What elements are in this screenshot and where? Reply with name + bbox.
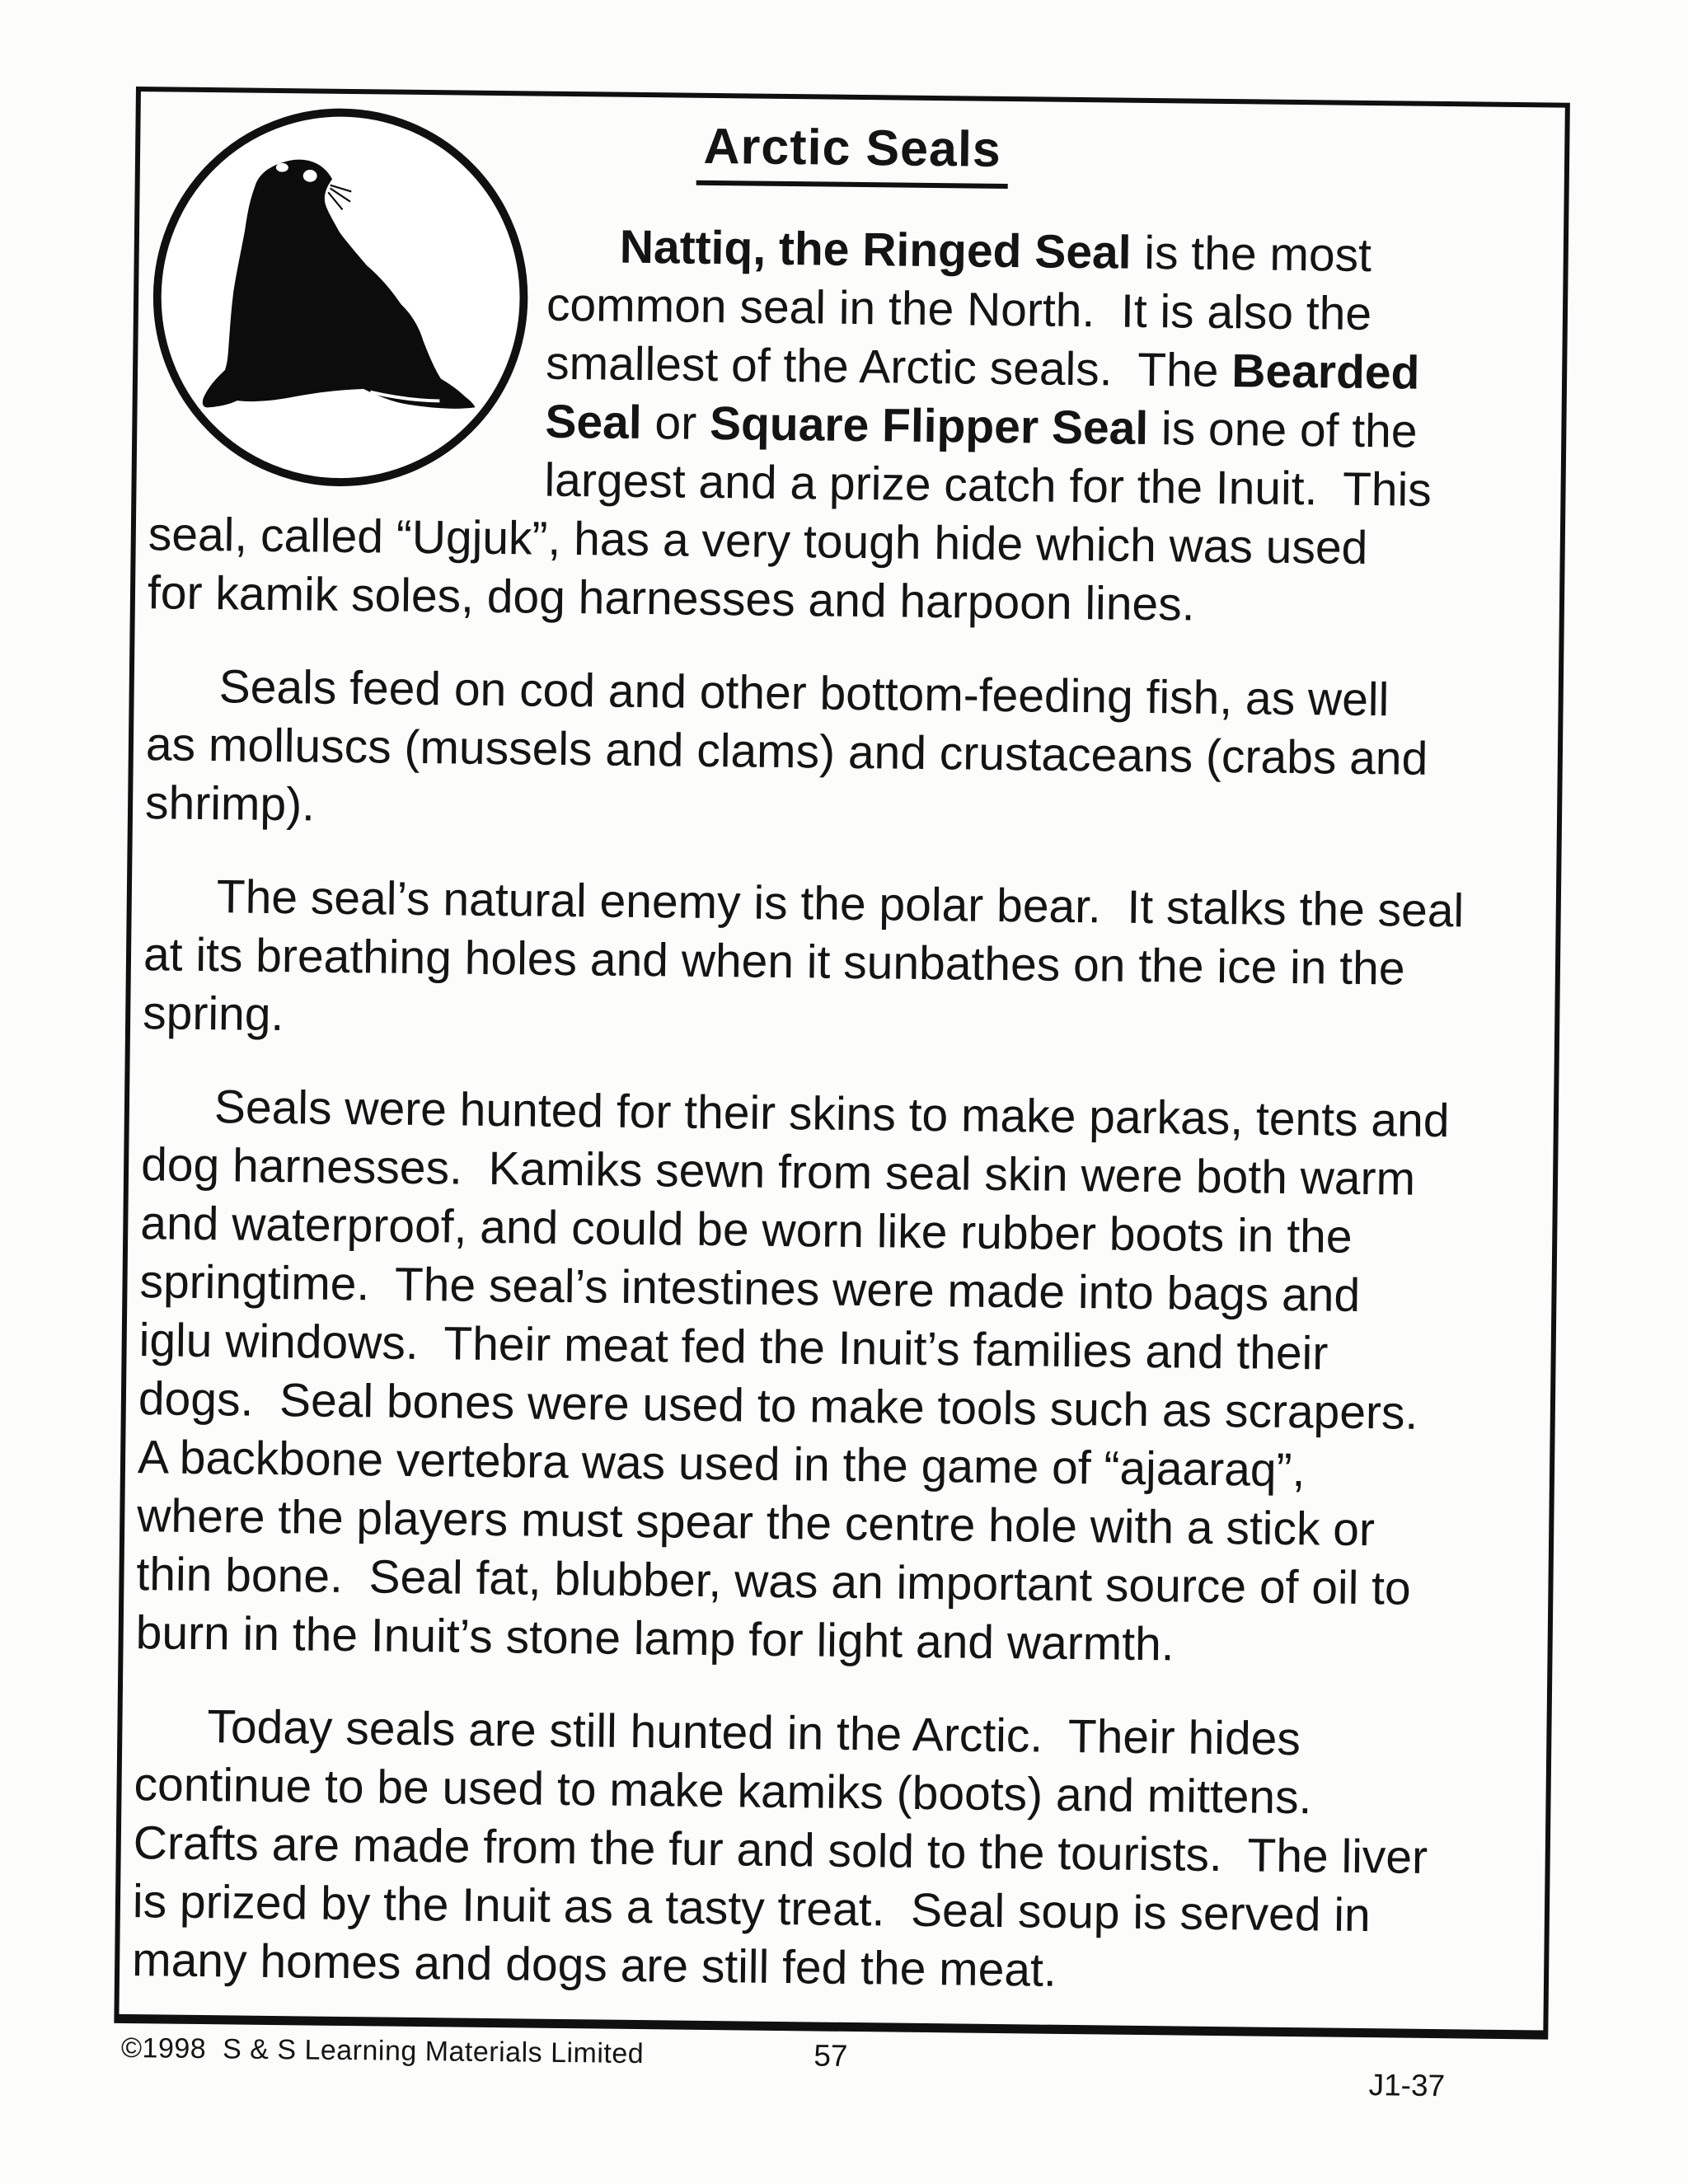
text-segment: Seal (545, 395, 643, 449)
text-segment: for kamik soles, dog harnesses and harpoon lines. (147, 566, 1195, 631)
text-segment: Today seals are still hunted in the Arctic. Their hides (207, 1700, 1301, 1766)
paragraph-1-continuation (148, 505, 1567, 639)
text-segment: is one of the (1147, 401, 1418, 458)
document-code: J1-37 (1368, 2068, 1446, 2103)
paragraph-5 (132, 1697, 1553, 2005)
text-segment: is prized by the Inuit as a tasty treat. Seal soup is served in (132, 1875, 1372, 1943)
text-segment: springtime. The seal’s intestines were made into bags and (139, 1255, 1361, 1322)
text-segment: shrimp). (144, 776, 316, 832)
text-segment: continue to be used to make kamiks (boots) and mittens. (134, 1758, 1312, 1825)
text-segment: thin bone. Seal fat, blubber, was an important source of oil to (136, 1548, 1412, 1615)
text-segment: as molluscs (mussels and clams) and crustaceans (crabs and (145, 718, 1428, 785)
page-number: 57 (814, 2038, 848, 2073)
text-segment: Nattiq, the Ringed Seal (619, 220, 1132, 279)
text-segment: dog harnesses. Kamiks sewn from seal skin were both warm (140, 1138, 1416, 1206)
text-segment: common seal in the North. It is also the (546, 278, 1372, 341)
text-segment: spring. (142, 987, 284, 1042)
text-segment: A backbone vertebra was used in the game of “ajaaraq”, (137, 1431, 1306, 1497)
text-segment: burn in the Inuit’s stone lamp for light and warmth. (135, 1606, 1175, 1671)
text-segment: Seals feed on cod and other bottom-feeding fish, as well (218, 660, 1390, 727)
paragraph-4 (135, 1077, 1559, 1678)
paragraph-3 (143, 867, 1562, 1058)
text-segment: largest and a prize catch for the Inuit. This (544, 453, 1432, 517)
text-segment: where the players must spear the centre hole with a stick or (136, 1489, 1376, 1557)
text-segment: smallest of the Arctic seals. The (545, 336, 1232, 398)
text-segment: iglu windows. Their meat fed the Inuit’s families and their (138, 1314, 1329, 1380)
text-segment: many homes and dogs are still fed the meat. (131, 1933, 1057, 1997)
text-segment: at its breathing holes and when it sunbathes on the ice in the (143, 928, 1405, 996)
text-segment: Seals were hunted for their skins to make parkas, tents and (213, 1080, 1450, 1148)
text-segment: Square Flipper Seal (709, 396, 1149, 455)
paragraph-1-beside-figure (544, 218, 1569, 522)
text-segment: is the most (1131, 226, 1372, 283)
text-segment: The seal’s natural enemy is the polar bear. It stalks the seal (216, 870, 1465, 938)
text-segment: seal, called “Ugjuk”, has a very tough hide which was used (148, 508, 1368, 574)
seal-circle-illustration (145, 101, 535, 494)
text-segment: dogs. Seal bones were used to make tools such as scrapers. (138, 1372, 1418, 1440)
page-title: Arctic Seals (696, 117, 1008, 189)
text-segment: and waterproof, and could be worn like rubber boots in the (139, 1197, 1353, 1263)
text-segment: or (641, 396, 710, 450)
copyright-text: ©1998 S & S Learning Materials Limited (120, 2032, 645, 2070)
text-segment: Crafts are made from the fur and sold to the tourists. The liver (133, 1816, 1428, 1884)
paragraph-2 (145, 657, 1564, 848)
text-segment: Bearded (1231, 344, 1420, 400)
